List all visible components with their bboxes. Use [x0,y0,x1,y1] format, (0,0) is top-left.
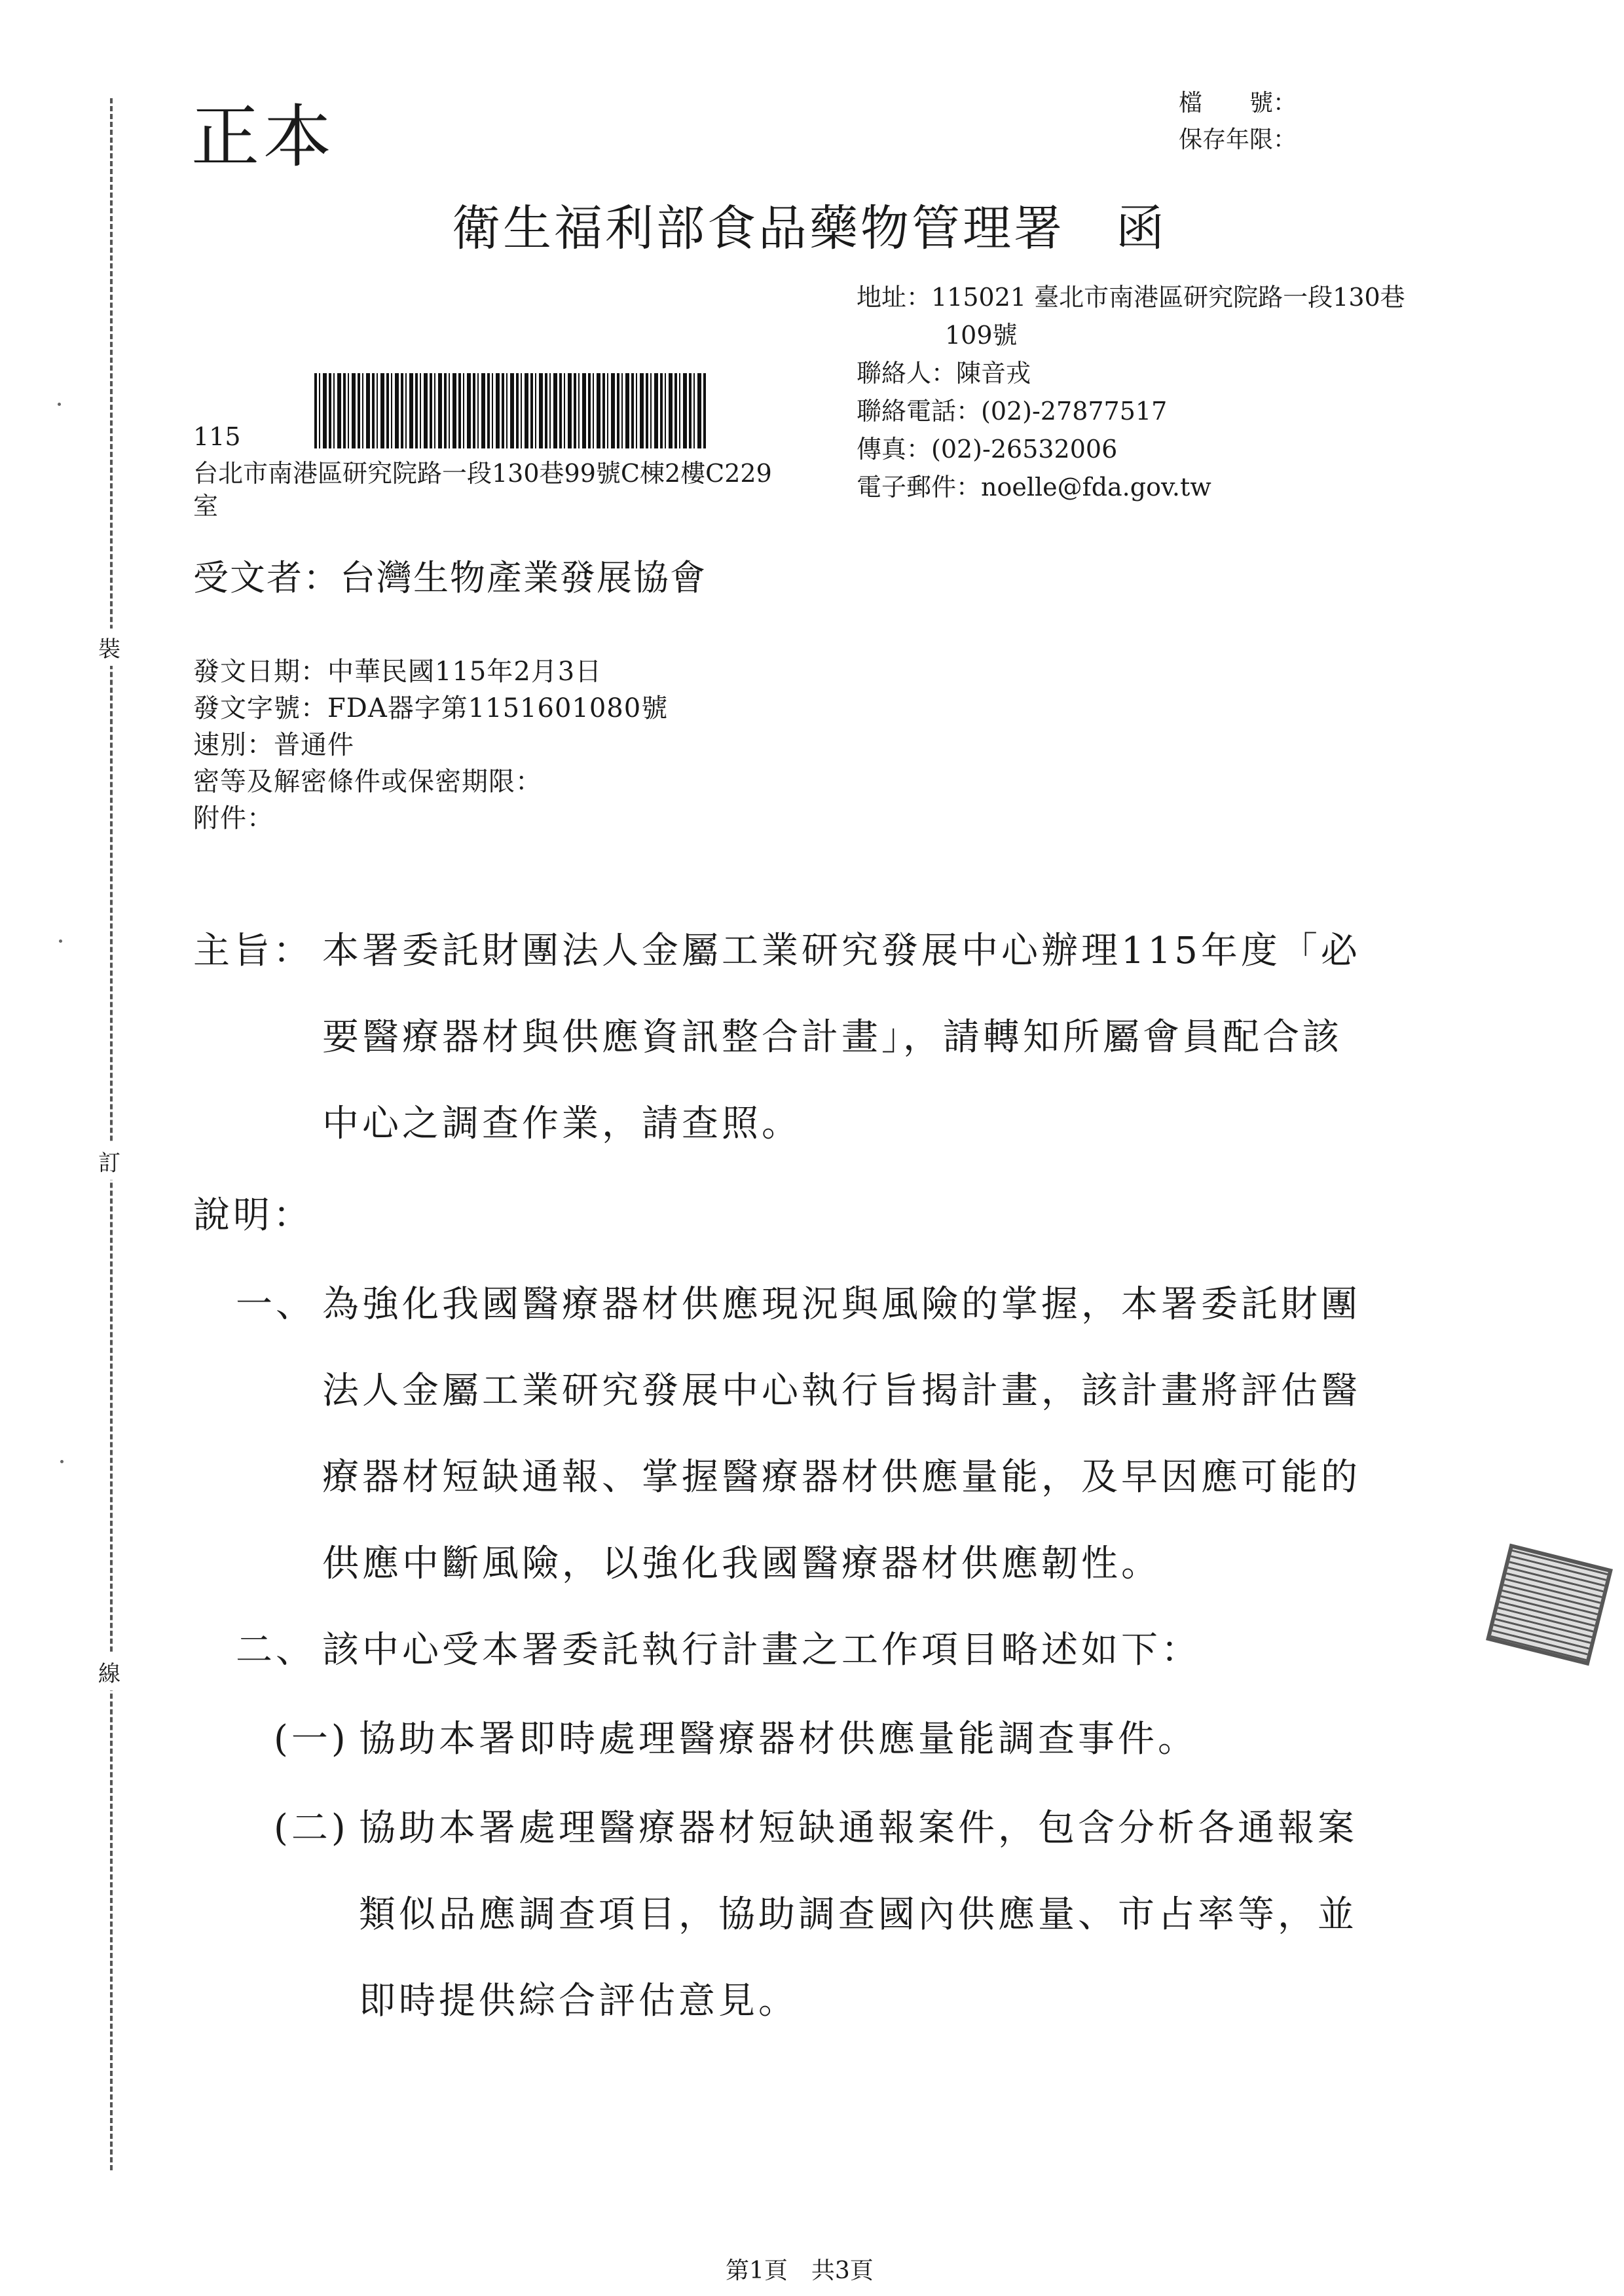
page-number: 第1頁 共3頁 [726,2257,874,2284]
subitem-marker: (二) [274,1807,349,1850]
subject-label: 主旨： [193,930,313,972]
subject-line: 要醫療器材與供應資訊整合計畫」，請轉知所屬會員配合該 [322,1016,1342,1059]
document-meta [193,653,668,837]
contact-phone: 聯絡電話：(02)-27877517 [857,397,1168,426]
contact-email: 電子郵件：noelle@fda.gov.tw [857,473,1211,501]
item-marker: 二、 [236,1629,316,1671]
contact-person: 聯絡人：陳音戎 [857,359,1031,388]
confidentiality: 密等及解密條件或保密期限： [193,767,542,797]
subitem-line: 類似品應調查項目，協助調查國內供應量、市占率等，並 [359,1893,1357,1936]
mailing-address-line: 台北市南港區研究院路一段130巷99號C棟2樓C229 [193,459,772,488]
contact-address: 地址：115021 臺北市南港區研究院路一段130巷 [857,283,1405,312]
subject-line: 本署委託財團法人金屬工業研究發展中心辦理115年度「必 [322,930,1361,972]
official-stamp [1486,1544,1613,1666]
subject-line: 中心之調查作業，請查照。 [322,1102,802,1145]
agency-title: 衛生福利部食品藥物管理署 函 [452,200,1167,257]
binding-margin-line [110,98,113,2170]
binding-char-top: 裝 [98,629,120,666]
explanation-label: 說明： [193,1194,313,1237]
attachment: 附件： [193,803,274,833]
recipient: 受文者：台灣生物產業發展協會 [193,557,707,598]
margin-dot [60,1460,64,1463]
margin-dot [59,939,62,943]
item-line: 為強化我國醫療器材供應現況與風險的掌握，本署委託財團 [322,1283,1361,1326]
mailing-address-line: 室 [193,492,219,520]
mailing-address [193,457,772,522]
binding-char-middle: 訂 [98,1142,120,1180]
issue-date: 發文日期：中華民國115年2月3日 [193,657,602,687]
barcode [314,373,707,448]
file-meta [1179,85,1297,158]
subitem-line: 協助本署即時處理醫療器材供應量能調查事件。 [359,1718,1198,1760]
contact-fax: 傳真：(02)-26532006 [857,435,1118,464]
item-line: 供應中斷風險，以強化我國醫療器材供應韌性。 [322,1542,1161,1585]
item-line: 療器材短缺通報、掌握醫療器材供應量能，及早因應可能的 [322,1456,1361,1499]
item-line: 該中心受本署委託執行計畫之工作項目略述如下： [322,1629,1201,1671]
contact-address-cont: 109號 [945,321,1018,350]
original-copy-mark: 正本 [191,97,336,177]
priority: 速別：普通件 [193,730,354,760]
mailing-postal-code: 115 [193,422,241,451]
binding-char-bottom: 線 [98,1653,120,1690]
retention-period-label: 保存年限： [1179,126,1297,153]
document-number: 發文字號：FDA器字第1151601080號 [193,693,669,723]
item-marker: 一、 [236,1283,316,1326]
margin-dot [58,403,61,406]
contact-block [857,278,1405,506]
subitem-line: 協助本署處理醫療器材短缺通報案件，包含分析各通報案 [359,1807,1357,1850]
subitem-marker: (一) [274,1718,349,1760]
item-line: 法人金屬工業研究發展中心執行旨揭計畫，該計畫將評估醫 [322,1370,1361,1412]
subitem-line: 即時提供綜合評估意見。 [359,1980,798,2022]
file-number-label: 檔 號： [1179,90,1297,117]
